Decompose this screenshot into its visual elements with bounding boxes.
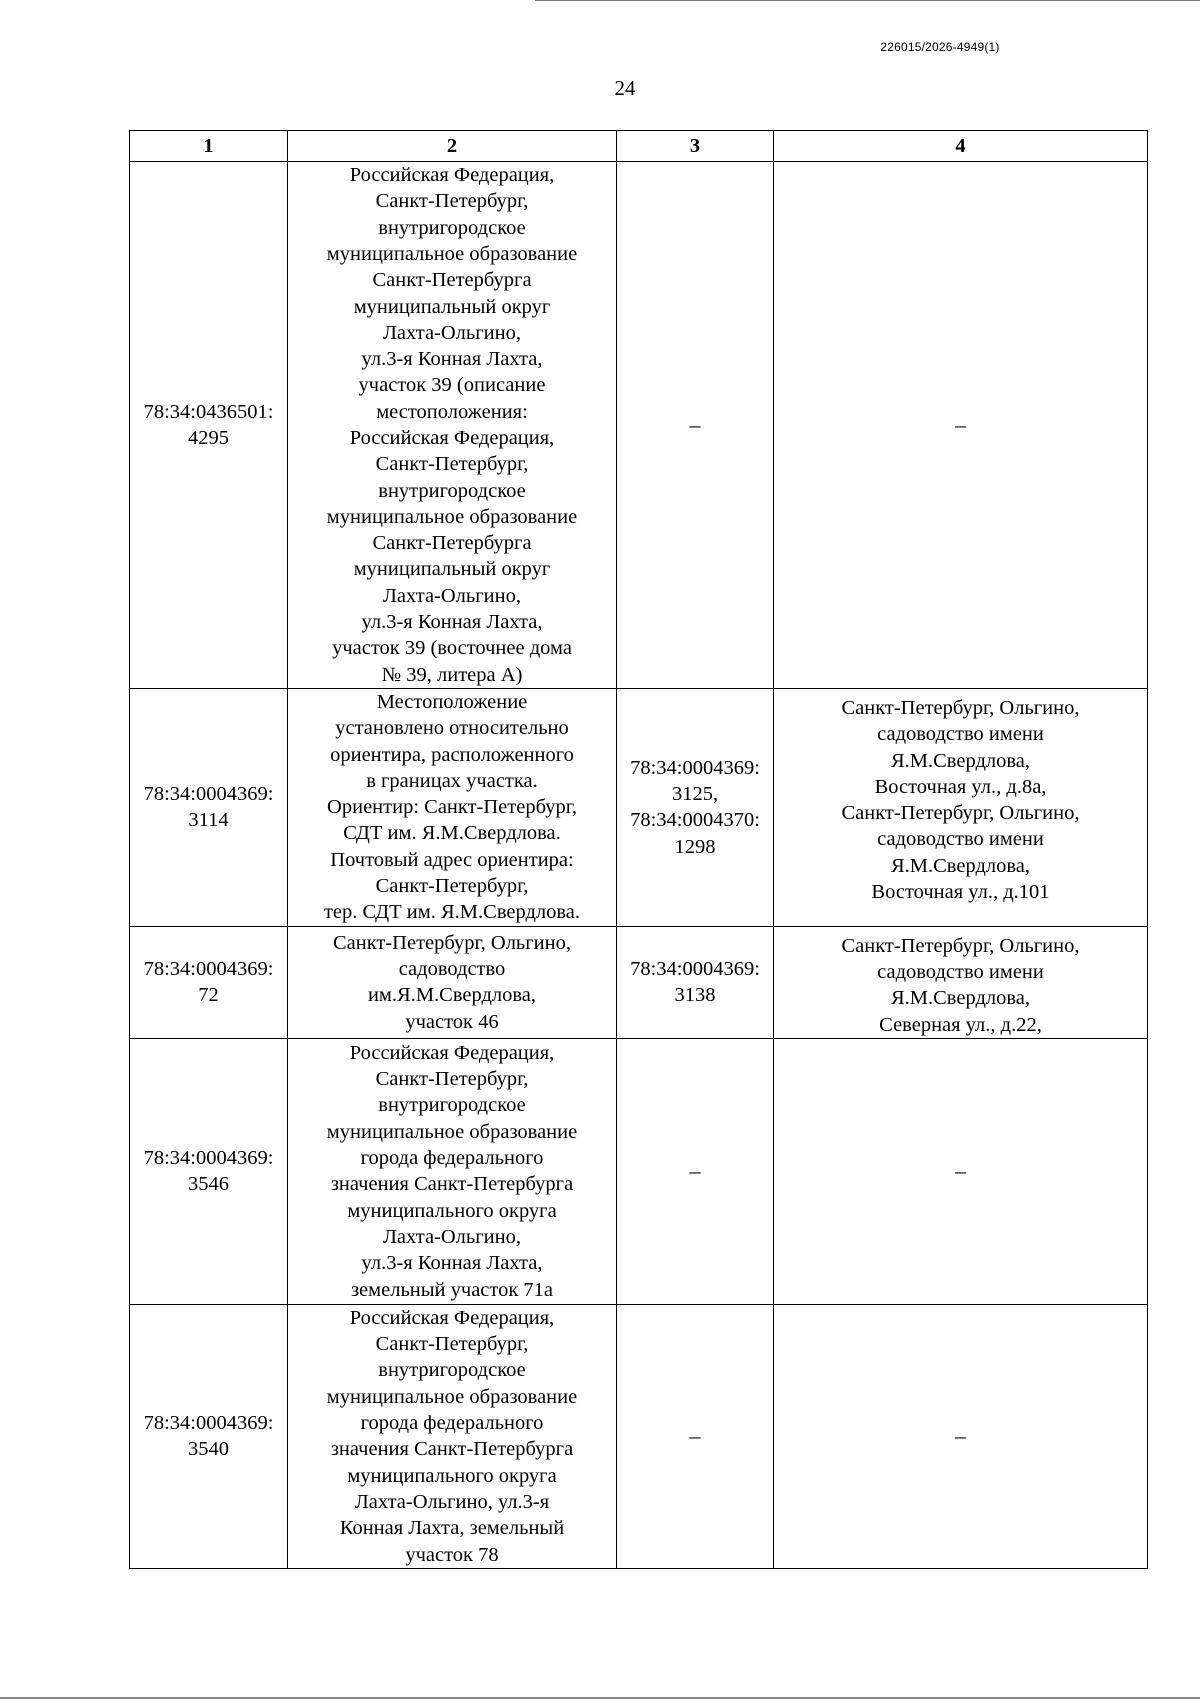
column-header-3: 3 [617,131,774,162]
postal-address-cell: Санкт-Петербург, Ольгино, садоводство имени Я.М.Свердлова, Восточная ул., д.8а, Санкт-Петербург, Ольгино, садоводство имени Я.М.Свердлова, Восточная ул., д.101 [774,689,1148,927]
scan-edge-bottom [0,1697,1200,1699]
table-row [130,1304,1148,1568]
cadastral-number-cell: 78:34:0004369: 3540 [130,1304,288,1568]
related-number-cell: 78:34:0004369: 3138 [617,926,774,1038]
postal-address-cell: – [774,162,1148,689]
column-header-1: 1 [130,131,288,162]
table-row [130,162,1148,689]
related-number-cell: – [617,1304,774,1568]
scan-edge-top [535,0,1200,1]
cadastral-number-cell: 78:34:0004369: 3114 [130,689,288,927]
table-header-row [130,131,1148,162]
postal-address-cell: Санкт-Петербург, Ольгино, садоводство имени Я.М.Свердлова, Северная ул., д.22, [774,926,1148,1038]
cadastral-number-cell: 78:34:0004369: 72 [130,926,288,1038]
related-number-cell: – [617,1038,774,1304]
related-number-cell: 78:34:0004369: 3125, 78:34:0004370: 1298 [617,689,774,927]
column-header-2: 2 [288,131,617,162]
table-row [130,689,1148,927]
table-row [130,926,1148,1038]
postal-address-cell: – [774,1038,1148,1304]
data-table [129,130,1148,1569]
document-id: 226015/2026-4949(1) [880,40,1000,54]
address-cell: Российская Федерация, Санкт-Петербург, внутригородское муниципальное образование города федерального значения Санкт-Петербурга муниципального округа Лахта-Ольгино, ул.3-я Конная Лахта, земельный участок 71а [288,1038,617,1304]
address-cell: Российская Федерация, Санкт-Петербург, внутригородское муниципальное образование Санкт-Петербурга муниципальный округ Лахта-Ольгино, ул.3-я Конная Лахта, участок 39 (описание местоположения: Российская Федерация, Санкт-Петербург, внутригородское муниципальное образование Санкт-Петербурга муниципальный округ Лахта-Ольгино, ул.3-я Конная Лахта, участок 39 (восточнее дома № 39, литера А) [288,162,617,689]
cadastral-number-cell: 78:34:0436501: 4295 [130,162,288,689]
address-cell: Российская Федерация, Санкт-Петербург, внутригородское муниципальное образование города федерального значения Санкт-Петербурга муниципального округа Лахта-Ольгино, ул.3-я Конная Лахта, земельный участок 78 [288,1304,617,1568]
column-header-4: 4 [774,131,1148,162]
cadastral-number-cell: 78:34:0004369: 3546 [130,1038,288,1304]
postal-address-cell: – [774,1304,1148,1568]
table-body [130,162,1148,1569]
table-row [130,1038,1148,1304]
address-cell: Санкт-Петербург, Ольгино, садоводство им.Я.М.Свердлова, участок 46 [288,926,617,1038]
related-number-cell: – [617,162,774,689]
address-cell: Местоположение установлено относительно ориентира, расположенного в границах участка. Ориентир: Санкт-Петербург, СДТ им. Я.М.Свердлова. Почтовый адрес ориентира: Санкт-Петербург, тер. СДТ им. Я.М.Свердлова. [288,689,617,927]
page-number: 24 [614,76,636,100]
